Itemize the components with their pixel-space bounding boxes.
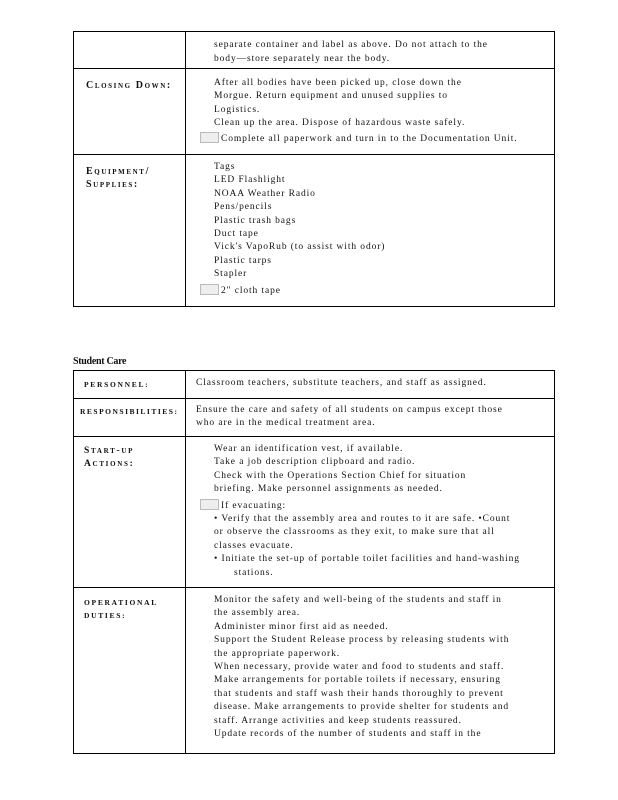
equipment-list [186, 155, 554, 306]
text-line: Administer minor first aid as needed. [214, 621, 389, 632]
section-title: Student Care [73, 356, 127, 367]
list-item: Plastic tarps [214, 255, 272, 266]
personnel-label-text: PERSONNEL: [84, 380, 150, 389]
startup-label-line1: Start-up [84, 446, 135, 456]
text-line: Update records of the number of students and staff in the [214, 729, 482, 740]
operational-label [74, 588, 186, 753]
checkbox-line [200, 284, 554, 298]
list-item: Pens/pencils [214, 202, 273, 213]
closing-down-row [74, 68, 554, 154]
text-line: Make arrangements for portable toilets if necessary, ensuring [214, 675, 501, 686]
closing-down-label-text: Closing Down: [86, 80, 172, 91]
checkbox[interactable] [200, 499, 219, 510]
responsibilities-text-cell [186, 399, 554, 436]
bullet-line: • Verify that the assembly area and routes to it are safe. •Count [214, 514, 511, 525]
checkbox-line [200, 132, 554, 146]
startup-text-cell [186, 437, 554, 587]
responsibilities-label-text: RESPONSIBILITIES: [80, 407, 179, 416]
operational-text-cell [186, 588, 554, 753]
operational-row [74, 587, 554, 753]
text-line: staff. Arrange activities and keep students reassured. [214, 715, 462, 726]
list-item: Stapler [214, 269, 248, 280]
text-line: Logistics. [214, 104, 261, 115]
text-line: When necessary, provide water and food to students and staff. [214, 662, 505, 673]
startup-label-line2: Actions: [84, 459, 135, 469]
text-line: Take a job description clipboard and radio. [214, 457, 416, 468]
equipment-row [74, 154, 554, 306]
operational-label-line2: DUTIES: [84, 611, 127, 620]
text-line: body—store separately near the body. [214, 54, 391, 64]
list-item: NOAA Weather Radio [214, 188, 316, 199]
bullet-line: classes evacuate. [214, 540, 294, 551]
operational-label-line1: OPERATIONAL [84, 598, 158, 607]
personnel-label [74, 371, 186, 398]
text-line: Check with the Operations Section Chief for situation [214, 470, 467, 481]
text-line: Classroom teachers, substitute teachers, and staff as assigned. [196, 378, 487, 388]
bullet-line: or observe the classrooms as they exit, to make sure that all [214, 527, 495, 538]
responsibilities-label [74, 399, 186, 436]
checkbox[interactable] [200, 132, 219, 143]
equipment-label-line1: Equipment/ [86, 166, 150, 177]
list-item: Plastic trash bags [214, 215, 297, 226]
top-table [73, 31, 555, 307]
startup-label [74, 437, 186, 587]
continued-text-cell [186, 32, 554, 68]
text-line: the assembly area. [214, 608, 301, 619]
text-line: Morgue. Return equipment and unused supplies to [214, 91, 448, 102]
text-line: who are in the medical treatment area. [196, 418, 376, 429]
equipment-label [74, 155, 186, 306]
bullet-line: • Initiate the set-up of portable toilet facilities and hand-washing [214, 554, 520, 565]
continued-row [74, 32, 554, 68]
text-line: that students and staff wash their hands thoroughly to prevent [214, 688, 504, 699]
text-line: Monitor the safety and well-being of the students and staff in [214, 595, 502, 605]
text-line: the appropriate paperwork. [214, 648, 341, 659]
checkbox-line [200, 499, 554, 513]
startup-row [74, 436, 554, 587]
list-item: Tags [214, 162, 236, 172]
continued-label-cell [74, 32, 186, 68]
list-item: Duct tape [214, 229, 259, 240]
text-line: Clean up the area. Dispose of hazardous waste safely. [214, 118, 466, 129]
text-line: briefing. Make personnel assignments as needed. [214, 484, 443, 495]
text-line: Support the Student Release process by releasing students with [214, 635, 510, 646]
bullet-line: stations. [234, 567, 274, 578]
text-line: Ensure the care and safety of all students on campus except those [196, 405, 503, 415]
personnel-text-cell [186, 371, 554, 398]
closing-down-label [74, 69, 186, 154]
checkbox-label: Complete all paperwork and turn in to the Documentation Unit. [221, 133, 518, 144]
checkbox[interactable] [200, 284, 219, 295]
list-item: Vick's VapoRub (to assist with odor) [214, 242, 386, 253]
student-care-table [73, 370, 555, 754]
equipment-label-line2: Supplies: [86, 179, 139, 190]
checkbox-label: 2" cloth tape [221, 285, 281, 296]
text-line: Wear an identification vest, if available. [214, 444, 404, 454]
text-line: separate container and label as above. Do not attach to the [214, 40, 488, 50]
responsibilities-row [74, 398, 554, 436]
closing-down-text-cell [186, 69, 554, 154]
list-item: LED Flashlight [214, 175, 286, 186]
personnel-row [74, 371, 554, 398]
text-line: After all bodies have been picked up, close down the [214, 78, 462, 88]
checkbox-label: If evacuating: [221, 500, 287, 511]
text-line: disease. Make arrangements to provide shelter for students and [214, 702, 510, 713]
